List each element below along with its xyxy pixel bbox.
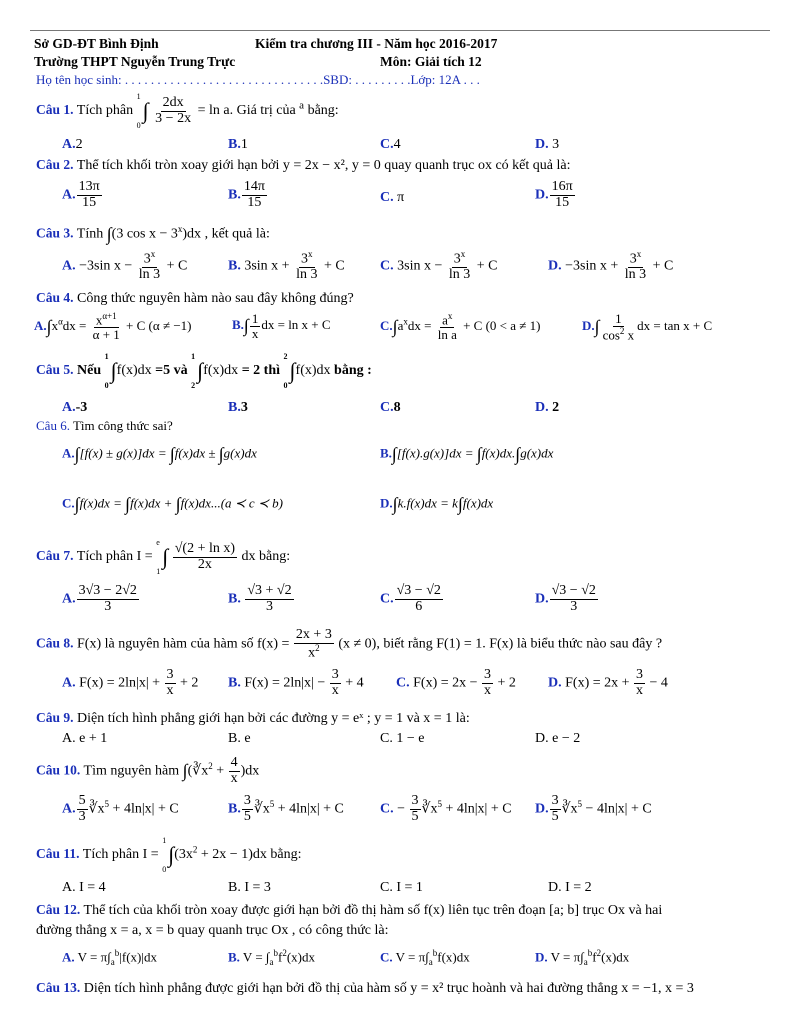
q8-answer-b: B. F(x) = 2ln|x| − $\frac{3}{x}$ + 4 <box>228 667 364 698</box>
q9-answer-b: B. e <box>228 731 251 746</box>
q9-answer-a: A. e + 1 <box>62 731 108 746</box>
q5-answer-a: A.-3 <box>62 400 88 415</box>
question-5: Câu 5. Nếu 1 0 ∫f(x)dx =5 và 1 2 ∫f(x)dx = 2 thì 2 0 ∫f(x)dx bằng : <box>36 352 372 390</box>
q1-answer-b: B.1 <box>228 137 248 152</box>
question-6: Câu 6. Tìm công thức sai? <box>36 418 173 433</box>
question-4: Câu 4. Công thức nguyên hàm nào sau đây không đúng? <box>36 290 354 306</box>
q12-answer-d: D. $V = \pi\int_a^bf^2(x)dx$ <box>535 948 630 967</box>
q4-answer-d: D.∫ $\frac{1}{\cos^2 x}$ dx = tan x + C <box>582 311 713 342</box>
q5-answer-c: C.8 <box>380 400 401 415</box>
q6-answer-c: C.∫f(x)dx = ∫f(x)dx + ∫f(x)dx...(a ≺ c ≺ b) <box>62 494 283 514</box>
question-11: Câu 11. Tích phân I = 1 0 $\int(3x^2 + 2x - 1)dx$ bằng: <box>36 836 302 874</box>
question-3: Câu 3. Tính ∫(3 $\cos x - 3^x)dx$ , kết quả là: <box>36 224 270 244</box>
q7-answer-c: C. $\frac{√3 - √2}{6}$ <box>380 583 441 614</box>
q4-answer-c: $C.\int a^xdx$ = $\frac{a^x}{\text{ln a}}$ + C (0 < a ≠ 1) <box>380 311 541 342</box>
q2-answer-a: A. $\frac{13\pi}{15}$ <box>62 179 100 210</box>
header-subject: Môn: Giải tích 12 <box>380 54 482 69</box>
q10-answer-c: C. − $\frac{3}{5}$ $∛x^5 + 4\ln|x| + C$ <box>380 793 512 824</box>
q11-answer-d: D. I = 2 <box>548 880 592 895</box>
q7-answer-a: A. $\frac{3√3 - 2√2}{3}$ <box>62 583 137 614</box>
q4-answer-a: $A.\int x^\alpha dx$ = $\frac{x^{\alpha+1}}{\alpha + 1}$ + C (α ≠ −1) <box>34 311 192 342</box>
q5-answer-b: B.3 <box>228 400 248 415</box>
question-9: Câu 9. Diện tích hình phẳng giới hạn bởi các đường y = eˣ ; y = 1 và x = 1 là: <box>36 710 470 726</box>
question-13: Câu 13. Diện tích hình phẳng được giới hạn bởi đồ thị của hàm số y = x² trục hoành và hai đường thẳng x = −1, x = 3 <box>36 980 694 996</box>
q8-answer-c: C. F(x) = 2x − $\frac{3}{x}$ + 2 <box>396 667 516 698</box>
q12-answer-a: A. $V = \pi\int_a^b|f(x)|dx$ <box>62 948 157 967</box>
q2-answer-c: C. π <box>380 190 405 205</box>
q3-answer-d: D. −3sin x + $\frac{3^x}{\ln 3}$ + C <box>548 249 674 283</box>
student-info-line: Họ tên học sinh: . . . . . . . . . . . . . . . . . . . . . . . . . . . . . . .SBD: . . . . . . . . .Lớp: 12A . . . <box>36 72 480 87</box>
q7-answer-d: D. $\frac{√3 - √2}{3}$ <box>535 583 596 614</box>
q9-answer-c: C. 1 − e <box>380 731 425 746</box>
q11-answer-a: A. I = 4 <box>62 880 106 895</box>
q10-answer-a: A. $\frac{5}{3}$ $∛x^5 + 4\ln|x| + C$ <box>62 793 179 824</box>
q2-answer-d: D. $\frac{16\pi}{15}$ <box>535 179 573 210</box>
header-exam-title: Kiểm tra chương III - Năm học 2016-2017 <box>255 36 498 51</box>
q2-answer-b: B. $\frac{14\pi}{15}$ <box>228 179 265 210</box>
question-2: Câu 2. Thể tích khối tròn xoay giới hạn bởi y = 2x − x², y = 0 quay quanh trục ox có kết quả là: <box>36 157 571 173</box>
q1-answer-a: A.2 <box>62 137 83 152</box>
q11-answer-c: C. I = 1 <box>380 880 423 895</box>
q6-answer-d: D.∫k.f(x)dx = k∫f(x)dx <box>380 494 494 514</box>
q3-answer-a: A. −3sin x − $\frac{3^x}{\ln 3}$ + C <box>62 249 188 283</box>
top-rule <box>30 30 770 31</box>
q10-answer-b: B. $\frac{3}{5}$ $∛x^5 + 4\ln|x| + C$ <box>228 793 344 824</box>
q12-answer-c: C. $V = \pi\int_a^bf(x)dx$ <box>380 948 470 967</box>
q1-answer-d: D. 3 <box>535 137 560 152</box>
q11-answer-b: B. I = 3 <box>228 880 271 895</box>
q6-answer-a: A.∫[f(x) ± g(x)]dx = ∫f(x)dx ± ∫g(x)dx <box>62 444 257 464</box>
question-10: Câu 10. Tìm nguyên hàm $\int(∛x^2$ + $\frac{4}{x}$ )dx <box>36 755 260 786</box>
q7-answer-b: B. $\frac{√3 + √2}{3}$ <box>228 583 292 614</box>
header-school-dept: Sở GD-ĐT Bình Định <box>34 36 159 51</box>
q8-answer-d: D. F(x) = 2x + $\frac{3}{x}$ − 4 <box>548 667 668 698</box>
q12-answer-b: B. $V = \int_a^bf^2(x)dx$ <box>228 948 315 967</box>
question-12-line-2: đường thẳng x = a, x = b quay quanh trục Ox , có công thức là: <box>36 923 389 938</box>
q8-answer-a: A. F(x) = 2ln|x| + $\frac{3}{x}$ + 2 <box>62 667 199 698</box>
header-school-name: Trường THPT Nguyễn Trung Trực <box>34 54 236 69</box>
q1-answer-c: C.4 <box>380 137 401 152</box>
q3-answer-b: B. 3sin x + $\frac{3^x}{\ln 3}$ + C <box>228 249 345 283</box>
q9-answer-d: D. e − 2 <box>535 731 581 746</box>
q5-answer-d: D. 2 <box>535 400 560 415</box>
q3-answer-c: C. 3sin x − $\frac{3^x}{\ln 3}$ + C <box>380 249 498 283</box>
q10-answer-d: D. $\frac{3}{5}$ $∛x^5 - 4\ln|x| + C$ <box>535 793 652 824</box>
question-1: Câu 1. Tích phân 1 0 ∫ $\frac{2dx}{3 - 2x}$ = ln a. Giá trị của $^a$ bằng: <box>36 92 339 130</box>
question-7: Câu 7. Tích phân I = e 1 ∫ $\frac{\text{√(2 + ln x)}}{2x}$ dx bằng: <box>36 538 291 576</box>
q6-answer-b: B.∫[f(x).g(x)]dx = ∫f(x)dx.∫g(x)dx <box>380 444 554 464</box>
q4-answer-b: B.∫ $\frac{1}{x}$ dx = ln x + C <box>232 311 331 341</box>
question-8: Câu 8. F(x) là nguyên hàm của hàm số f(x) = $\frac{2x + 3}{x^2}$ (x ≠ 0), biết rằng F(1) = 1. F(x) là biểu thức nào sau đây ? <box>36 627 663 661</box>
question-12: Câu 12. Thể tích của khối tròn xoay được giới hạn bởi đồ thị hàm số f(x) liên tục trên đoạn [a; b] trục Ox và hai <box>36 902 663 918</box>
